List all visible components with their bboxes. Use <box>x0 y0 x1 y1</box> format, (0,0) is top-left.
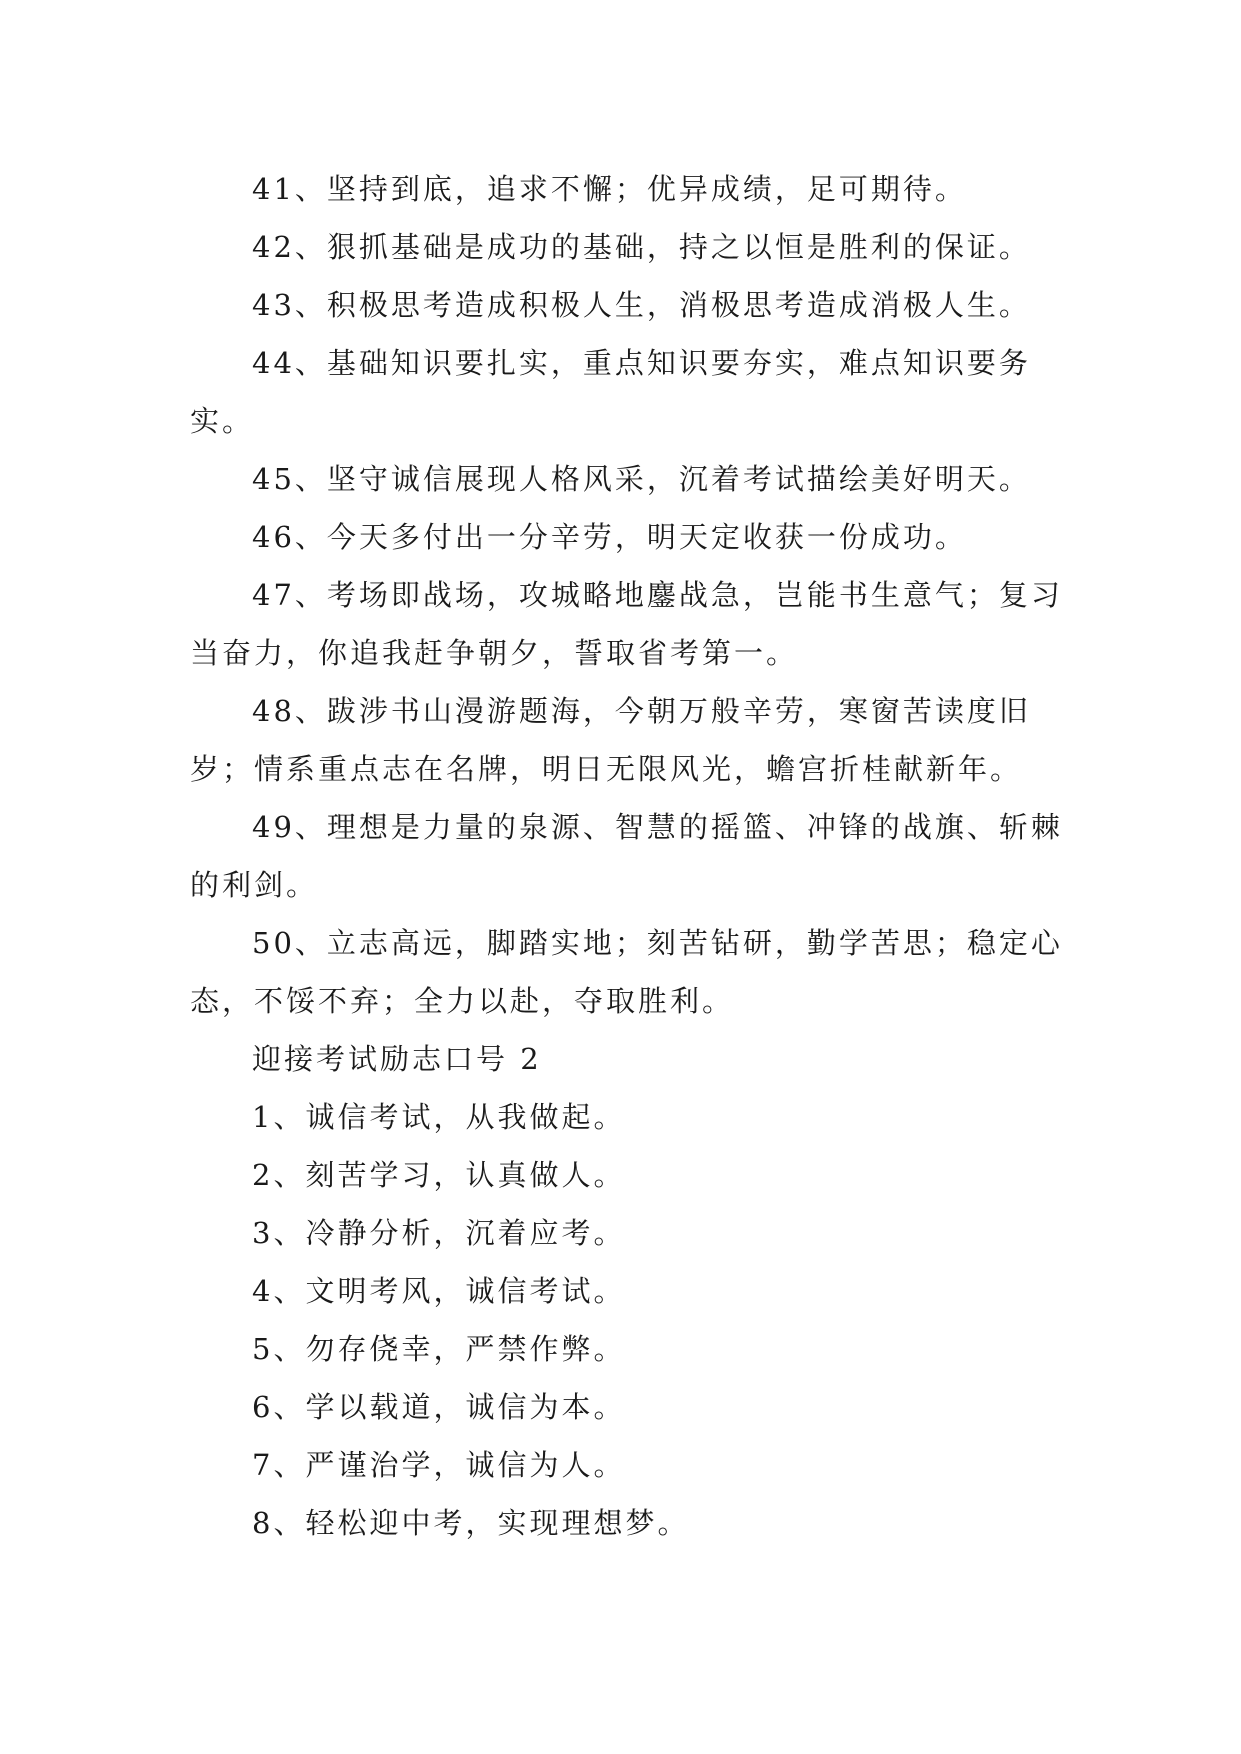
slogan-44: 44、基础知识要扎实，重点知识要夯实，难点知识要务实。 <box>190 346 1031 438</box>
slogan-8: 8、轻松迎中考，实现理想梦。 <box>252 1506 690 1540</box>
slogan-48: 48、跋涉书山漫游题海，今朝万般辛劳，寒窗苦读度旧岁；情系重点志在名牌，明日无限风光，蟾宫折桂献新年。 <box>190 694 1031 786</box>
section-heading: 迎接考试励志口号 2 <box>252 1042 542 1076</box>
slogan-4: 4、文明考风，诚信考试。 <box>252 1274 626 1308</box>
slogan-50: 50、立志高远，脚踏实地；刻苦钻研，勤学苦思；稳定心态，不馁不弃；全力以赴，夺取胜利。 <box>190 926 1063 1018</box>
slogan-41: 41、坚持到底，追求不懈；优异成绩，足可期待。 <box>252 172 967 206</box>
slogan-49: 49、理想是力量的泉源、智慧的摇篮、冲锋的战旗、斩棘的利剑。 <box>190 810 1063 902</box>
slogan-5: 5、勿存侥幸，严禁作弊。 <box>252 1332 626 1366</box>
slogan-2: 2、刻苦学习，认真做人。 <box>252 1158 626 1192</box>
slogan-43: 43、积极思考造成积极人生，消极思考造成消极人生。 <box>252 288 1031 322</box>
slogan-6: 6、学以载道，诚信为本。 <box>252 1390 626 1424</box>
slogan-42: 42、狠抓基础是成功的基础，持之以恒是胜利的保证。 <box>252 230 1031 264</box>
slogan-1: 1、诚信考试，从我做起。 <box>252 1100 626 1134</box>
document-body <box>190 160 1070 1552</box>
slogan-45: 45、坚守诚信展现人格风采，沉着考试描绘美好明天。 <box>252 462 1031 496</box>
slogan-3: 3、冷静分析，沉着应考。 <box>252 1216 626 1250</box>
slogan-46: 46、今天多付出一分辛劳，明天定收获一份成功。 <box>252 520 967 554</box>
slogan-47: 47、考场即战场，攻城略地鏖战急，岂能书生意气；复习当奋力，你追我赶争朝夕，誓取省考第一。 <box>190 578 1063 670</box>
slogan-7: 7、严谨治学，诚信为人。 <box>252 1448 626 1482</box>
